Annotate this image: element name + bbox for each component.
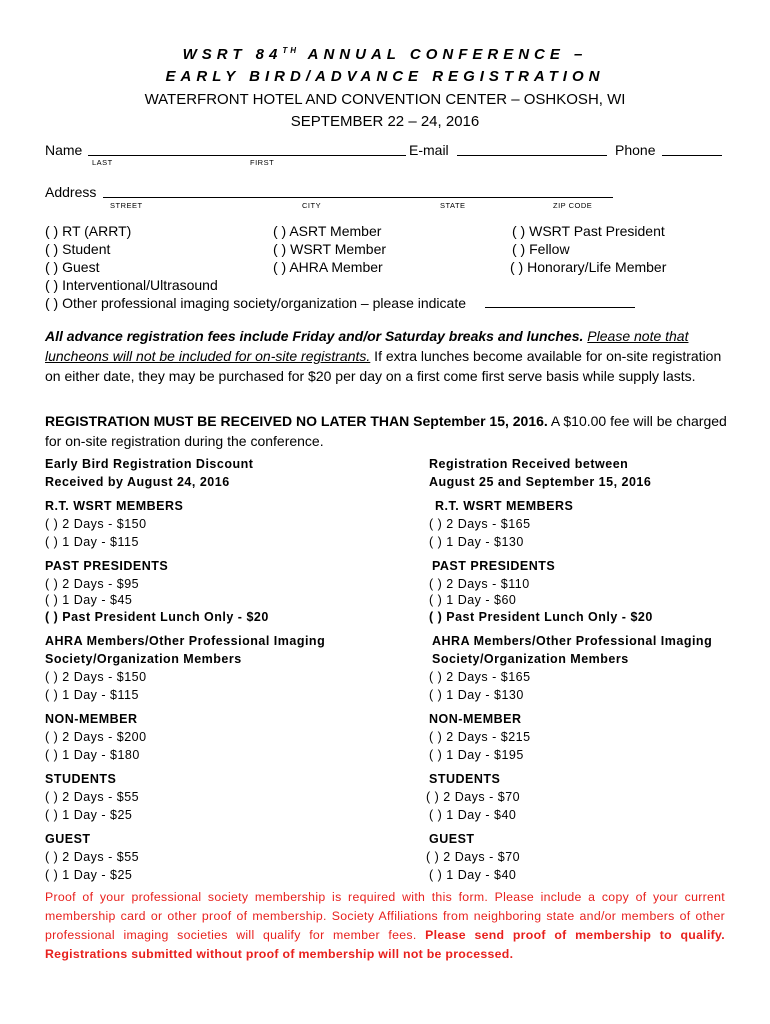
first-label: FIRST [250, 158, 275, 167]
conference-dates: SEPTEMBER 22 – 24, 2016 [290, 113, 480, 130]
late-pp-lunch[interactable]: ( ) Past President Lunch Only - $20 [429, 610, 653, 624]
early-heading-1: Early Bird Registration Discount [45, 457, 254, 471]
proof-of-membership-notice [45, 888, 725, 964]
early-students-heading: STUDENTS [45, 772, 117, 786]
email-field[interactable] [457, 155, 607, 156]
late-students-2days[interactable]: ( ) 2 Days - $70 [426, 790, 521, 804]
proof-normal: Proof of your professional society membership is required with this form. Please include a copy of your current membership card or other proof of membership. Society Affiliations from neighboring state and/or members of other professional imaging societies will qualify for member fees. [45, 890, 725, 942]
late-rt-2days[interactable]: ( ) 2 Days - $165 [429, 517, 531, 531]
zip-label: ZIP CODE [553, 201, 593, 210]
title-line-1: WSRT 84TH ANNUAL CONFERENCE – [182, 46, 588, 63]
early-nonmember-2days[interactable]: ( ) 2 Days - $200 [45, 730, 147, 744]
checkbox-asrt-member[interactable]: ( ) ASRT Member [273, 223, 382, 239]
late-guest-heading: GUEST [429, 832, 475, 846]
checkbox-fellow[interactable]: ( ) Fellow [512, 241, 570, 257]
name-label: Name [45, 142, 83, 158]
checkbox-other-society[interactable]: ( ) Other professional imaging society/organization – please indicate [45, 295, 467, 311]
lunch-notice-underlined: Please note that luncheons will not be included for on-site registrants. [45, 328, 689, 364]
proof-bold: Please send proof of membership to qualify. Registrations submitted without proof of membership will not be processed. [45, 928, 725, 961]
late-ahra-heading-1: AHRA Members/Other Professional Imaging [432, 634, 713, 648]
venue: WATERFRONT HOTEL AND CONVENTION CENTER – OSHKOSH, WI [144, 91, 626, 108]
checkbox-interventional[interactable]: ( ) Interventional/Ultrasound [45, 277, 218, 293]
late-registration-column [426, 455, 749, 884]
early-rt-1day[interactable]: ( ) 1 Day - $115 [45, 535, 139, 549]
late-rt-heading: R.T. WSRT MEMBERS [435, 499, 574, 513]
last-label: LAST [92, 158, 113, 167]
early-pp-2days[interactable]: ( ) 2 Days - $95 [45, 577, 140, 591]
deadline-bold: REGISTRATION MUST BE RECEIVED NO LATER THAN September 15, 2016. [45, 413, 548, 429]
early-rt-2days[interactable]: ( ) 2 Days - $150 [45, 517, 147, 531]
early-guest-heading: GUEST [45, 832, 91, 846]
early-pp-1day[interactable]: ( ) 1 Day - $45 [45, 593, 133, 607]
title-line-2: EARLY BIRD/ADVANCE REGISTRATION [165, 68, 605, 85]
late-heading-1: Registration Received between [429, 457, 629, 471]
late-students-1day[interactable]: ( ) 1 Day - $40 [429, 808, 517, 822]
checkbox-ahra-member[interactable]: ( ) AHRA Member [273, 259, 383, 275]
late-guest-2days[interactable]: ( ) 2 Days - $70 [426, 850, 521, 864]
early-pp-lunch[interactable]: ( ) Past President Lunch Only - $20 [45, 610, 269, 624]
early-ahra-heading-1: AHRA Members/Other Professional Imaging [45, 634, 326, 648]
early-pp-heading: PAST PRESIDENTS [45, 559, 169, 573]
early-ahra-heading-2: Society/Organization Members [45, 652, 242, 666]
checkbox-guest[interactable]: ( ) Guest [45, 259, 100, 275]
phone-field[interactable] [662, 155, 722, 156]
late-nonmember-1day[interactable]: ( ) 1 Day - $195 [429, 748, 524, 762]
late-guest-1day[interactable]: ( ) 1 Day - $40 [429, 868, 517, 882]
early-students-1day[interactable]: ( ) 1 Day - $25 [45, 808, 133, 822]
early-nonmember-heading: NON-MEMBER [45, 712, 138, 726]
early-nonmember-1day[interactable]: ( ) 1 Day - $180 [45, 748, 140, 762]
checkbox-student[interactable]: ( ) Student [45, 241, 111, 257]
late-rt-1day[interactable]: ( ) 1 Day - $130 [429, 535, 524, 549]
late-pp-1day[interactable]: ( ) 1 Day - $60 [429, 593, 517, 607]
late-pp-heading: PAST PRESIDENTS [432, 559, 556, 573]
lunch-notice [45, 326, 730, 386]
other-society-field[interactable] [485, 307, 635, 308]
checkbox-wsrt-member[interactable]: ( ) WSRT Member [273, 241, 387, 257]
checkbox-wsrt-past-president[interactable]: ( ) WSRT Past President [512, 223, 665, 239]
late-heading-2: August 25 and September 15, 2016 [429, 475, 652, 489]
name-field[interactable] [88, 155, 406, 156]
lunch-notice-bold: All advance registration fees include Friday and/or Saturday breaks and lunches. [45, 328, 584, 344]
late-nonmember-heading: NON-MEMBER [429, 712, 522, 726]
lunch-notice-rest: If extra lunches become available for on-site registration on either date, they may be purchased for $20 per day on a first come first serve basis while supply lasts. [45, 348, 722, 384]
early-rt-heading: R.T. WSRT MEMBERS [45, 499, 184, 513]
early-guest-2days[interactable]: ( ) 2 Days - $55 [45, 850, 140, 864]
late-ahra-1day[interactable]: ( ) 1 Day - $130 [429, 688, 524, 702]
checkbox-rt-arrt[interactable]: ( ) RT (ARRT) [45, 223, 132, 239]
late-nonmember-2days[interactable]: ( ) 2 Days - $215 [429, 730, 531, 744]
late-students-heading: STUDENTS [429, 772, 501, 786]
early-students-2days[interactable]: ( ) 2 Days - $55 [45, 790, 140, 804]
address-label: Address [45, 184, 97, 200]
email-label: E-mail [409, 142, 449, 158]
checkbox-honorary-life[interactable]: ( ) Honorary/Life Member [510, 259, 667, 275]
early-ahra-1day[interactable]: ( ) 1 Day - $115 [45, 688, 139, 702]
deadline-notice [45, 411, 730, 451]
late-ahra-2days[interactable]: ( ) 2 Days - $165 [429, 670, 531, 684]
early-heading-2: Received by August 24, 2016 [45, 475, 230, 489]
late-pp-2days[interactable]: ( ) 2 Days - $110 [429, 577, 530, 591]
early-bird-column [45, 455, 365, 884]
early-guest-1day[interactable]: ( ) 1 Day - $25 [45, 868, 133, 882]
title-superscript: TH [282, 46, 300, 55]
early-ahra-2days[interactable]: ( ) 2 Days - $150 [45, 670, 147, 684]
address-field[interactable] [103, 197, 613, 198]
city-label: CITY [302, 201, 322, 210]
deadline-rest: A $10.00 fee will be charged for on-site registration during the conference. [45, 413, 727, 449]
late-ahra-heading-2: Society/Organization Members [432, 652, 629, 666]
state-label: STATE [440, 201, 466, 210]
phone-label: Phone [615, 142, 656, 158]
street-label: STREET [110, 201, 143, 210]
